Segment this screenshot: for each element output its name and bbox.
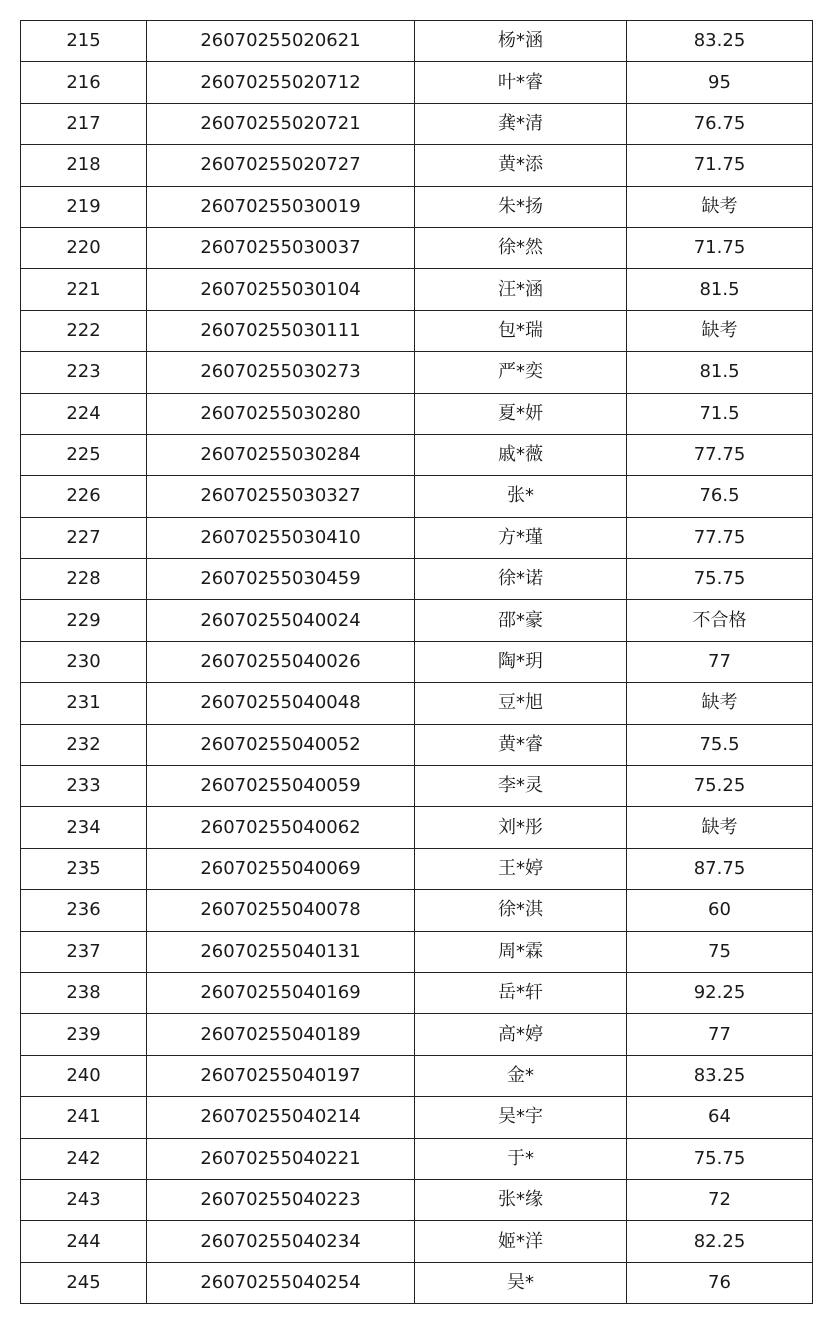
candidate-name-cell: 陶*玥 bbox=[415, 641, 627, 682]
table-row bbox=[21, 766, 813, 807]
serial-number-cell: 227 bbox=[21, 517, 147, 558]
table-row bbox=[21, 972, 813, 1013]
score-cell: 75.25 bbox=[627, 766, 813, 807]
candidate-name-cell: 方*瑾 bbox=[415, 517, 627, 558]
serial-number-cell: 238 bbox=[21, 972, 147, 1013]
serial-number-cell: 229 bbox=[21, 600, 147, 641]
candidate-name-cell: 叶*睿 bbox=[415, 62, 627, 103]
serial-number-cell: 231 bbox=[21, 683, 147, 724]
exam-id-cell: 26070255030019 bbox=[147, 186, 415, 227]
table-row bbox=[21, 641, 813, 682]
exam-id-cell: 26070255030284 bbox=[147, 434, 415, 475]
table-row bbox=[21, 476, 813, 517]
serial-number-cell: 245 bbox=[21, 1262, 147, 1303]
table-row bbox=[21, 931, 813, 972]
exam-id-cell: 26070255040131 bbox=[147, 931, 415, 972]
candidate-name-cell: 邵*豪 bbox=[415, 600, 627, 641]
candidate-name-cell: 包*瑞 bbox=[415, 310, 627, 351]
score-cell: 83.25 bbox=[627, 1055, 813, 1096]
score-cell: 60 bbox=[627, 890, 813, 931]
serial-number-cell: 228 bbox=[21, 559, 147, 600]
exam-id-cell: 26070255040221 bbox=[147, 1138, 415, 1179]
exam-id-cell: 26070255040214 bbox=[147, 1097, 415, 1138]
exam-id-cell: 26070255020621 bbox=[147, 21, 415, 62]
exam-id-cell: 26070255040169 bbox=[147, 972, 415, 1013]
exam-id-cell: 26070255040069 bbox=[147, 848, 415, 889]
candidate-name-cell: 朱*扬 bbox=[415, 186, 627, 227]
serial-number-cell: 240 bbox=[21, 1055, 147, 1096]
candidate-name-cell: 张*缘 bbox=[415, 1179, 627, 1220]
serial-number-cell: 224 bbox=[21, 393, 147, 434]
table-row bbox=[21, 848, 813, 889]
exam-id-cell: 26070255030104 bbox=[147, 269, 415, 310]
exam-id-cell: 26070255040026 bbox=[147, 641, 415, 682]
table-row bbox=[21, 434, 813, 475]
table-row bbox=[21, 269, 813, 310]
table-row bbox=[21, 1097, 813, 1138]
table-row bbox=[21, 1221, 813, 1262]
serial-number-cell: 244 bbox=[21, 1221, 147, 1262]
score-cell: 81.5 bbox=[627, 269, 813, 310]
score-cell: 87.75 bbox=[627, 848, 813, 889]
serial-number-cell: 230 bbox=[21, 641, 147, 682]
candidate-name-cell: 严*奕 bbox=[415, 352, 627, 393]
candidate-name-cell: 徐*诺 bbox=[415, 559, 627, 600]
candidate-name-cell: 刘*彤 bbox=[415, 807, 627, 848]
candidate-name-cell: 岳*轩 bbox=[415, 972, 627, 1013]
exam-id-cell: 26070255020712 bbox=[147, 62, 415, 103]
candidate-name-cell: 徐*淇 bbox=[415, 890, 627, 931]
table-row bbox=[21, 807, 813, 848]
exam-id-cell: 26070255040048 bbox=[147, 683, 415, 724]
table-row bbox=[21, 683, 813, 724]
exam-id-cell: 26070255030111 bbox=[147, 310, 415, 351]
exam-id-cell: 26070255040078 bbox=[147, 890, 415, 931]
table-row bbox=[21, 1055, 813, 1096]
table-row bbox=[21, 724, 813, 765]
table-row bbox=[21, 62, 813, 103]
score-sheet bbox=[20, 20, 812, 1304]
candidate-name-cell: 吴*宇 bbox=[415, 1097, 627, 1138]
score-cell: 77 bbox=[627, 641, 813, 682]
candidate-name-cell: 吴* bbox=[415, 1262, 627, 1303]
score-cell: 76.75 bbox=[627, 103, 813, 144]
candidate-name-cell: 张* bbox=[415, 476, 627, 517]
candidate-name-cell: 姬*洋 bbox=[415, 1221, 627, 1262]
exam-id-cell: 26070255040189 bbox=[147, 1014, 415, 1055]
candidate-name-cell: 龚*清 bbox=[415, 103, 627, 144]
table-row bbox=[21, 1014, 813, 1055]
exam-id-cell: 26070255040223 bbox=[147, 1179, 415, 1220]
serial-number-cell: 222 bbox=[21, 310, 147, 351]
table-row bbox=[21, 517, 813, 558]
score-cell: 71.75 bbox=[627, 227, 813, 268]
exam-id-cell: 26070255040052 bbox=[147, 724, 415, 765]
serial-number-cell: 243 bbox=[21, 1179, 147, 1220]
candidate-name-cell: 黄*睿 bbox=[415, 724, 627, 765]
score-table-body bbox=[21, 21, 813, 1304]
table-row bbox=[21, 186, 813, 227]
candidate-name-cell: 杨*涵 bbox=[415, 21, 627, 62]
score-table bbox=[20, 20, 813, 1304]
score-cell: 75.75 bbox=[627, 1138, 813, 1179]
score-cell: 75 bbox=[627, 931, 813, 972]
serial-number-cell: 232 bbox=[21, 724, 147, 765]
exam-id-cell: 26070255030410 bbox=[147, 517, 415, 558]
exam-id-cell: 26070255040234 bbox=[147, 1221, 415, 1262]
serial-number-cell: 221 bbox=[21, 269, 147, 310]
table-row bbox=[21, 1262, 813, 1303]
table-row bbox=[21, 227, 813, 268]
exam-id-cell: 26070255030273 bbox=[147, 352, 415, 393]
serial-number-cell: 225 bbox=[21, 434, 147, 475]
score-cell: 缺考 bbox=[627, 186, 813, 227]
candidate-name-cell: 夏*妍 bbox=[415, 393, 627, 434]
serial-number-cell: 235 bbox=[21, 848, 147, 889]
serial-number-cell: 236 bbox=[21, 890, 147, 931]
score-cell: 缺考 bbox=[627, 310, 813, 351]
table-row bbox=[21, 1179, 813, 1220]
table-row bbox=[21, 21, 813, 62]
exam-id-cell: 26070255030280 bbox=[147, 393, 415, 434]
score-cell: 81.5 bbox=[627, 352, 813, 393]
exam-id-cell: 26070255030459 bbox=[147, 559, 415, 600]
score-cell: 72 bbox=[627, 1179, 813, 1220]
exam-id-cell: 26070255040059 bbox=[147, 766, 415, 807]
score-cell: 缺考 bbox=[627, 683, 813, 724]
exam-id-cell: 26070255040254 bbox=[147, 1262, 415, 1303]
score-cell: 75.5 bbox=[627, 724, 813, 765]
candidate-name-cell: 黄*添 bbox=[415, 145, 627, 186]
score-cell: 92.25 bbox=[627, 972, 813, 1013]
score-cell: 75.75 bbox=[627, 559, 813, 600]
score-cell: 不合格 bbox=[627, 600, 813, 641]
exam-id-cell: 26070255030037 bbox=[147, 227, 415, 268]
exam-id-cell: 26070255040197 bbox=[147, 1055, 415, 1096]
serial-number-cell: 216 bbox=[21, 62, 147, 103]
table-row bbox=[21, 103, 813, 144]
score-cell: 76.5 bbox=[627, 476, 813, 517]
serial-number-cell: 242 bbox=[21, 1138, 147, 1179]
serial-number-cell: 237 bbox=[21, 931, 147, 972]
serial-number-cell: 220 bbox=[21, 227, 147, 268]
table-row bbox=[21, 310, 813, 351]
candidate-name-cell: 高*婷 bbox=[415, 1014, 627, 1055]
serial-number-cell: 219 bbox=[21, 186, 147, 227]
score-cell: 76 bbox=[627, 1262, 813, 1303]
score-cell: 77.75 bbox=[627, 517, 813, 558]
candidate-name-cell: 金* bbox=[415, 1055, 627, 1096]
candidate-name-cell: 汪*涵 bbox=[415, 269, 627, 310]
table-row bbox=[21, 559, 813, 600]
exam-id-cell: 26070255030327 bbox=[147, 476, 415, 517]
serial-number-cell: 234 bbox=[21, 807, 147, 848]
candidate-name-cell: 戚*薇 bbox=[415, 434, 627, 475]
exam-id-cell: 26070255020721 bbox=[147, 103, 415, 144]
serial-number-cell: 226 bbox=[21, 476, 147, 517]
score-cell: 71.75 bbox=[627, 145, 813, 186]
table-row bbox=[21, 393, 813, 434]
serial-number-cell: 215 bbox=[21, 21, 147, 62]
candidate-name-cell: 周*霖 bbox=[415, 931, 627, 972]
serial-number-cell: 223 bbox=[21, 352, 147, 393]
table-row bbox=[21, 600, 813, 641]
score-cell: 64 bbox=[627, 1097, 813, 1138]
candidate-name-cell: 徐*然 bbox=[415, 227, 627, 268]
candidate-name-cell: 李*灵 bbox=[415, 766, 627, 807]
table-row bbox=[21, 890, 813, 931]
score-cell: 77.75 bbox=[627, 434, 813, 475]
score-cell: 71.5 bbox=[627, 393, 813, 434]
table-row bbox=[21, 145, 813, 186]
candidate-name-cell: 于* bbox=[415, 1138, 627, 1179]
table-row bbox=[21, 352, 813, 393]
serial-number-cell: 233 bbox=[21, 766, 147, 807]
score-cell: 95 bbox=[627, 62, 813, 103]
exam-id-cell: 26070255020727 bbox=[147, 145, 415, 186]
table-row bbox=[21, 1138, 813, 1179]
serial-number-cell: 241 bbox=[21, 1097, 147, 1138]
candidate-name-cell: 王*婷 bbox=[415, 848, 627, 889]
serial-number-cell: 218 bbox=[21, 145, 147, 186]
score-cell: 缺考 bbox=[627, 807, 813, 848]
serial-number-cell: 217 bbox=[21, 103, 147, 144]
score-cell: 77 bbox=[627, 1014, 813, 1055]
score-cell: 82.25 bbox=[627, 1221, 813, 1262]
candidate-name-cell: 豆*旭 bbox=[415, 683, 627, 724]
serial-number-cell: 239 bbox=[21, 1014, 147, 1055]
exam-id-cell: 26070255040024 bbox=[147, 600, 415, 641]
exam-id-cell: 26070255040062 bbox=[147, 807, 415, 848]
score-cell: 83.25 bbox=[627, 21, 813, 62]
